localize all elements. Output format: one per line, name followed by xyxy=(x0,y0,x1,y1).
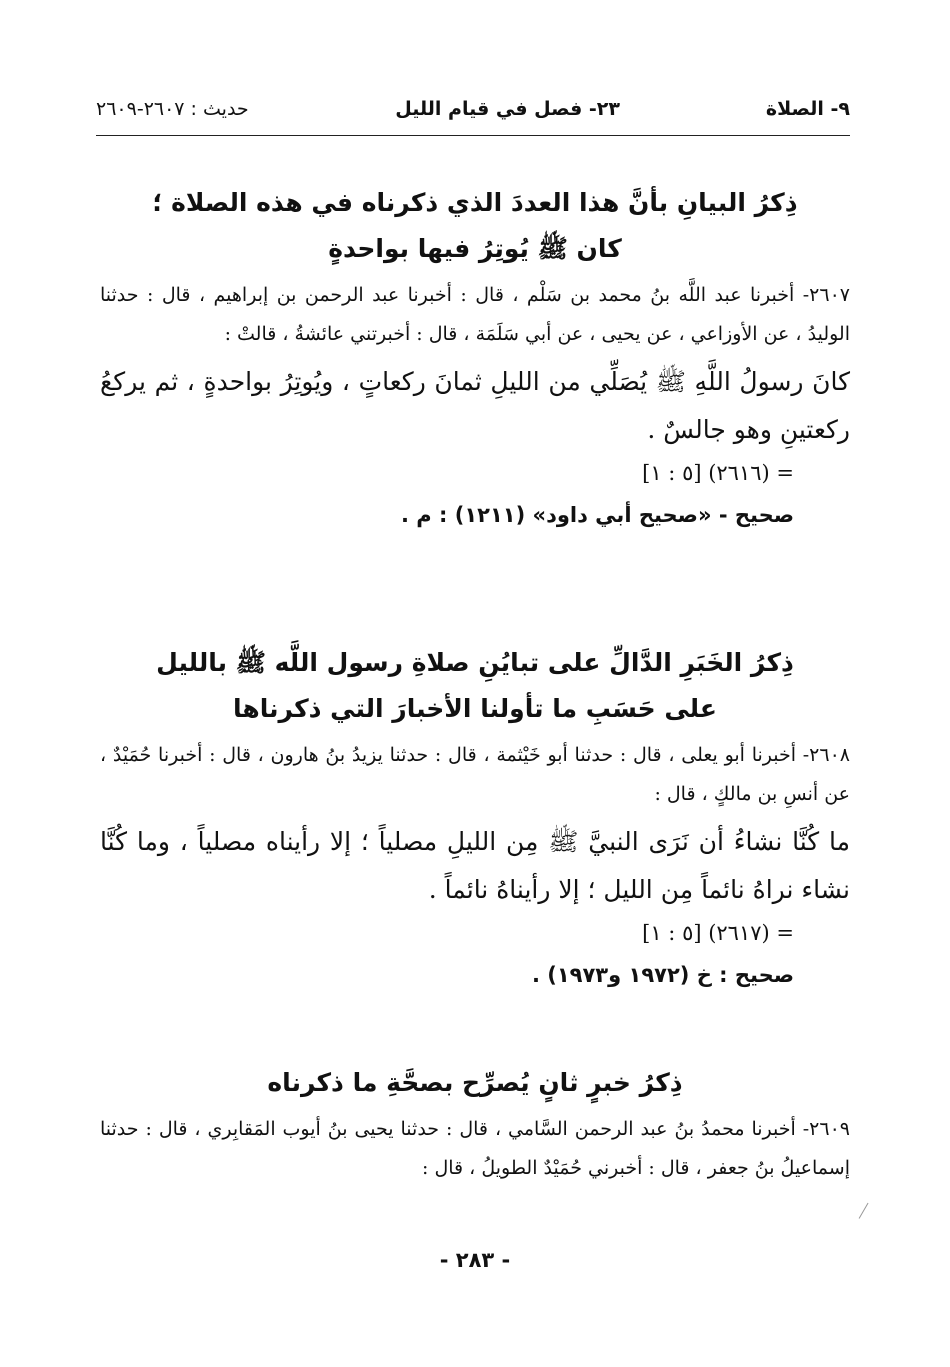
header-hadith-range: حديث : ٢٦٠٧-٢٦٠٩ xyxy=(96,98,249,120)
header-section: ٢٣- فصل في قيام الليل xyxy=(395,98,620,120)
heading-line: ذِكرُ الخَبَرِ الدَّالِّ على تبايُنِ صلاةِ رسول اللَّه ﷺ بالليل xyxy=(156,648,794,677)
hadith-text: كانَ رسولُ اللَّهِ ﷺ يُصَلِّي من الليلِ ثمانَ ركعاتٍ ، ويُوتِرُ بواحدةٍ ، ثم يركعُ ركعتينِ وهو جالسٌ . xyxy=(100,367,850,444)
section-2608 xyxy=(100,640,850,992)
heading-line: ذِكرُ البيانِ بأنَّ هذا العددَ الذي ذكرناه في هذه الصلاة ؛ xyxy=(152,188,798,217)
isnad-chain: ٢٦٠٨- أخبرنا أبو يعلى ، قال : حدثنا أبو خَيْثمة ، قال : حدثنا يزيدُ بنُ هارون ، قال : أخبرنا حُمَيْدٌ ، عن أنسِ بن مالكٍ ، قال : xyxy=(100,744,850,805)
hadith-text: ما كُنَّا نشاءُ أن نَرَى النبيَّ ﷺ مِن الليلِ مصلياً ؛ إلا رأيناه مصلياً ، وما كُنَّا نشاء نراهُ نائماً مِن الليل ؛ إلا رأيناهُ نائماً . xyxy=(100,827,850,904)
heading-line: على حَسَبِ ما تأولنا الأخبارَ التي ذكرناها xyxy=(233,694,717,723)
header-chapter: ٩- الصلاة xyxy=(765,98,850,120)
section-2609 xyxy=(100,1060,850,1188)
margin-scratch-mark xyxy=(859,1203,870,1220)
page-number: - ٢٨٣ - xyxy=(439,1248,511,1272)
hadith-grade: صحيح : خ (١٩٧٢ و١٩٧٣) . xyxy=(531,963,794,987)
hadith-grade: صحيح - «صحيح أبي داود» (١٢١١) : م . xyxy=(401,503,794,527)
isnad-chain: ٢٦٠٧- أخبرنا عبد اللَّه بنُ محمد بن سَلْم ، قال : أخبرنا عبد الرحمن بن إبراهيم ، قال : حدثنا الوليدُ ، عن الأوزاعي ، عن يحيى ، عن أبي سَلَمَة ، قال : أخبرتني عائشةُ ، قالتْ : xyxy=(100,284,850,345)
section-heading xyxy=(100,180,850,272)
heading-line: كان ﷺ يُوتِرُ فيها بواحدةٍ xyxy=(328,234,622,263)
section-heading xyxy=(100,1060,850,1106)
isnad-chain: ٢٦٠٩- أخبرنا محمدُ بنُ عبد الرحمن السَّامي ، قال : حدثنا يحيى بنُ أيوب المَقابِري ، قال : حدثنا إسماعيلُ بنُ جعفر ، قال : أخبرني حُمَيْدٌ الطويلُ ، قال : xyxy=(100,1118,850,1179)
section-2607 xyxy=(100,180,850,532)
cross-reference: = (٢٦١٧) [٥ : ١] xyxy=(642,921,794,945)
running-header xyxy=(96,98,850,128)
header-rule xyxy=(96,135,850,136)
section-heading xyxy=(100,640,850,732)
cross-reference: = (٢٦١٦) [٥ : ١] xyxy=(642,461,794,485)
heading-line: ذِكرُ خبرٍ ثانٍ يُصرِّح بصحَّةِ ما ذكرناه xyxy=(267,1068,683,1097)
